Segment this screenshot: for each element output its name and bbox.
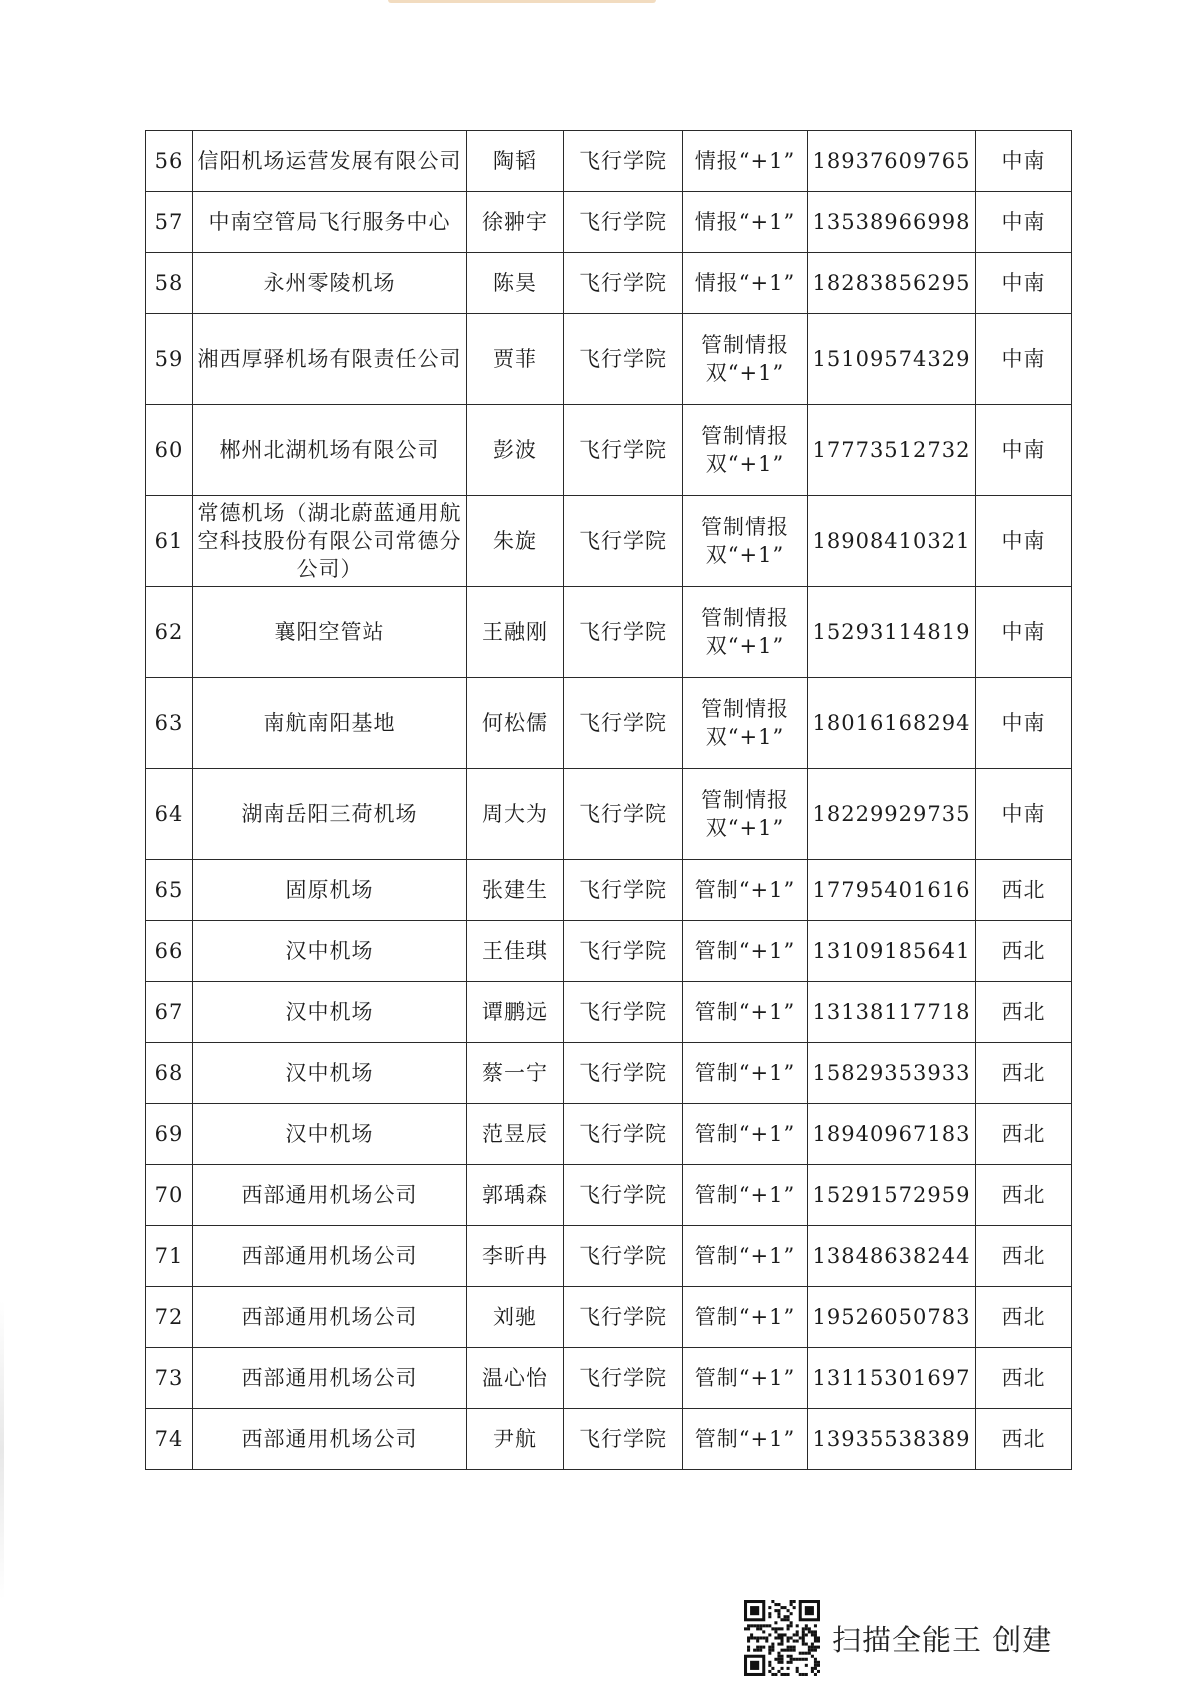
person-name-cell: 谭鹏远 (467, 982, 564, 1043)
row-number-cell: 61 (146, 496, 193, 587)
row-number-cell: 72 (146, 1287, 193, 1348)
unit-name-cell: 湘西厚驿机场有限责任公司 (193, 314, 467, 405)
unit-name-cell: 西部通用机场公司 (193, 1287, 467, 1348)
region-cell: 中南 (976, 314, 1072, 405)
row-number-cell: 73 (146, 1348, 193, 1409)
unit-name-cell: 永州零陵机场 (193, 253, 467, 314)
position-cell: 管制“+1” (683, 921, 808, 982)
unit-name-cell: 固原机场 (193, 860, 467, 921)
person-name-cell: 范昱辰 (467, 1104, 564, 1165)
region-cell: 西北 (976, 1409, 1072, 1470)
position-cell: 管制“+1” (683, 982, 808, 1043)
region-cell: 中南 (976, 405, 1072, 496)
person-name-cell: 郭瑀森 (467, 1165, 564, 1226)
table-row (146, 1226, 1072, 1287)
row-number-cell: 59 (146, 314, 193, 405)
region-cell: 西北 (976, 982, 1072, 1043)
position-cell: 管制“+1” (683, 1287, 808, 1348)
table-row (146, 131, 1072, 192)
phone-number-cell: 15293114819 (808, 587, 976, 678)
table-row (146, 192, 1072, 253)
person-name-cell: 陶韬 (467, 131, 564, 192)
unit-name-cell: 信阳机场运营发展有限公司 (193, 131, 467, 192)
department-cell: 飞行学院 (564, 982, 683, 1043)
person-name-cell: 温心怡 (467, 1348, 564, 1409)
table-row (146, 1104, 1072, 1165)
row-number-cell: 63 (146, 678, 193, 769)
table-row (146, 860, 1072, 921)
top-edge-decoration (388, 0, 656, 3)
phone-number-cell: 18229929735 (808, 769, 976, 860)
phone-number-cell: 13848638244 (808, 1226, 976, 1287)
position-cell: 管制“+1” (683, 1043, 808, 1104)
unit-name-cell: 中南空管局飞行服务中心 (193, 192, 467, 253)
department-cell: 飞行学院 (564, 1409, 683, 1470)
department-cell: 飞行学院 (564, 131, 683, 192)
phone-number-cell: 15109574329 (808, 314, 976, 405)
region-cell: 中南 (976, 192, 1072, 253)
person-name-cell: 朱旋 (467, 496, 564, 587)
row-number-cell: 60 (146, 405, 193, 496)
unit-name-cell: 西部通用机场公司 (193, 1348, 467, 1409)
department-cell: 飞行学院 (564, 860, 683, 921)
region-cell: 中南 (976, 678, 1072, 769)
position-cell: 管制情报双“+1” (683, 678, 808, 769)
phone-number-cell: 18940967183 (808, 1104, 976, 1165)
table-row (146, 1348, 1072, 1409)
row-number-cell: 66 (146, 921, 193, 982)
region-cell: 中南 (976, 769, 1072, 860)
phone-number-cell: 13538966998 (808, 192, 976, 253)
row-number-cell: 74 (146, 1409, 193, 1470)
position-cell: 管制情报双“+1” (683, 587, 808, 678)
phone-number-cell: 13138117718 (808, 982, 976, 1043)
position-cell: 管制“+1” (683, 1226, 808, 1287)
department-cell: 飞行学院 (564, 1348, 683, 1409)
region-cell: 中南 (976, 253, 1072, 314)
position-cell: 情报“+1” (683, 192, 808, 253)
table-row (146, 314, 1072, 405)
person-name-cell: 徐翀宇 (467, 192, 564, 253)
position-cell: 管制情报双“+1” (683, 769, 808, 860)
person-name-cell: 张建生 (467, 860, 564, 921)
table-row (146, 253, 1072, 314)
unit-name-cell: 襄阳空管站 (193, 587, 467, 678)
watermark-text: 扫描全能王 创建 (832, 1622, 1053, 1657)
department-cell: 飞行学院 (564, 314, 683, 405)
phone-number-cell: 18937609765 (808, 131, 976, 192)
personnel-table (145, 130, 1072, 1470)
phone-number-cell: 17795401616 (808, 860, 976, 921)
region-cell: 西北 (976, 1287, 1072, 1348)
row-number-cell: 67 (146, 982, 193, 1043)
department-cell: 飞行学院 (564, 921, 683, 982)
phone-number-cell: 17773512732 (808, 405, 976, 496)
department-cell: 飞行学院 (564, 405, 683, 496)
position-cell: 情报“+1” (683, 253, 808, 314)
region-cell: 西北 (976, 860, 1072, 921)
position-cell: 管制情报双“+1” (683, 496, 808, 587)
department-cell: 飞行学院 (564, 587, 683, 678)
table-row (146, 496, 1072, 587)
unit-name-cell: 汉中机场 (193, 1104, 467, 1165)
region-cell: 西北 (976, 1104, 1072, 1165)
region-cell: 中南 (976, 131, 1072, 192)
person-name-cell: 彭波 (467, 405, 564, 496)
position-cell: 管制“+1” (683, 1348, 808, 1409)
position-cell: 管制“+1” (683, 1409, 808, 1470)
phone-number-cell: 13109185641 (808, 921, 976, 982)
phone-number-cell: 19526050783 (808, 1287, 976, 1348)
table-row (146, 1409, 1072, 1470)
table-row (146, 982, 1072, 1043)
phone-number-cell: 18016168294 (808, 678, 976, 769)
person-name-cell: 蔡一宁 (467, 1043, 564, 1104)
personnel-table-body (146, 131, 1072, 1470)
row-number-cell: 71 (146, 1226, 193, 1287)
unit-name-cell: 湖南岳阳三荷机场 (193, 769, 467, 860)
table-row (146, 405, 1072, 496)
row-number-cell: 68 (146, 1043, 193, 1104)
region-cell: 西北 (976, 1165, 1072, 1226)
person-name-cell: 陈昊 (467, 253, 564, 314)
unit-name-cell: 南航南阳基地 (193, 678, 467, 769)
unit-name-cell: 西部通用机场公司 (193, 1165, 467, 1226)
row-number-cell: 65 (146, 860, 193, 921)
unit-name-cell: 西部通用机场公司 (193, 1409, 467, 1470)
department-cell: 飞行学院 (564, 1226, 683, 1287)
phone-number-cell: 18283856295 (808, 253, 976, 314)
department-cell: 飞行学院 (564, 496, 683, 587)
region-cell: 西北 (976, 1043, 1072, 1104)
person-name-cell: 尹航 (467, 1409, 564, 1470)
person-name-cell: 王融刚 (467, 587, 564, 678)
row-number-cell: 70 (146, 1165, 193, 1226)
position-cell: 管制“+1” (683, 860, 808, 921)
unit-name-cell: 西部通用机场公司 (193, 1226, 467, 1287)
region-cell: 西北 (976, 921, 1072, 982)
row-number-cell: 69 (146, 1104, 193, 1165)
position-cell: 管制“+1” (683, 1165, 808, 1226)
person-name-cell: 刘驰 (467, 1287, 564, 1348)
position-cell: 管制情报双“+1” (683, 405, 808, 496)
person-name-cell: 李昕冉 (467, 1226, 564, 1287)
qr-code-icon (744, 1600, 820, 1676)
department-cell: 飞行学院 (564, 769, 683, 860)
table-row (146, 587, 1072, 678)
phone-number-cell: 18908410321 (808, 496, 976, 587)
phone-number-cell: 15291572959 (808, 1165, 976, 1226)
scanner-watermark (744, 1600, 1052, 1676)
person-name-cell: 贾菲 (467, 314, 564, 405)
phone-number-cell: 13115301697 (808, 1348, 976, 1409)
table-row (146, 1287, 1072, 1348)
department-cell: 飞行学院 (564, 1165, 683, 1226)
person-name-cell: 何松儒 (467, 678, 564, 769)
scan-edge-shadow (0, 1300, 4, 1600)
person-name-cell: 周大为 (467, 769, 564, 860)
department-cell: 飞行学院 (564, 1043, 683, 1104)
department-cell: 飞行学院 (564, 678, 683, 769)
row-number-cell: 58 (146, 253, 193, 314)
region-cell: 中南 (976, 496, 1072, 587)
table-row (146, 1043, 1072, 1104)
position-cell: 情报“+1” (683, 131, 808, 192)
department-cell: 飞行学院 (564, 1287, 683, 1348)
unit-name-cell: 郴州北湖机场有限公司 (193, 405, 467, 496)
person-name-cell: 王佳琪 (467, 921, 564, 982)
table-row (146, 921, 1072, 982)
table-row (146, 1165, 1072, 1226)
row-number-cell: 62 (146, 587, 193, 678)
table-row (146, 769, 1072, 860)
department-cell: 飞行学院 (564, 1104, 683, 1165)
unit-name-cell: 汉中机场 (193, 921, 467, 982)
region-cell: 西北 (976, 1226, 1072, 1287)
row-number-cell: 57 (146, 192, 193, 253)
region-cell: 中南 (976, 587, 1072, 678)
row-number-cell: 56 (146, 131, 193, 192)
row-number-cell: 64 (146, 769, 193, 860)
phone-number-cell: 13935538389 (808, 1409, 976, 1470)
position-cell: 管制情报双“+1” (683, 314, 808, 405)
position-cell: 管制“+1” (683, 1104, 808, 1165)
unit-name-cell: 常德机场（湖北蔚蓝通用航空科技股份有限公司常德分公司） (193, 496, 467, 587)
table-row (146, 678, 1072, 769)
unit-name-cell: 汉中机场 (193, 1043, 467, 1104)
region-cell: 西北 (976, 1348, 1072, 1409)
department-cell: 飞行学院 (564, 253, 683, 314)
unit-name-cell: 汉中机场 (193, 982, 467, 1043)
phone-number-cell: 15829353933 (808, 1043, 976, 1104)
department-cell: 飞行学院 (564, 192, 683, 253)
